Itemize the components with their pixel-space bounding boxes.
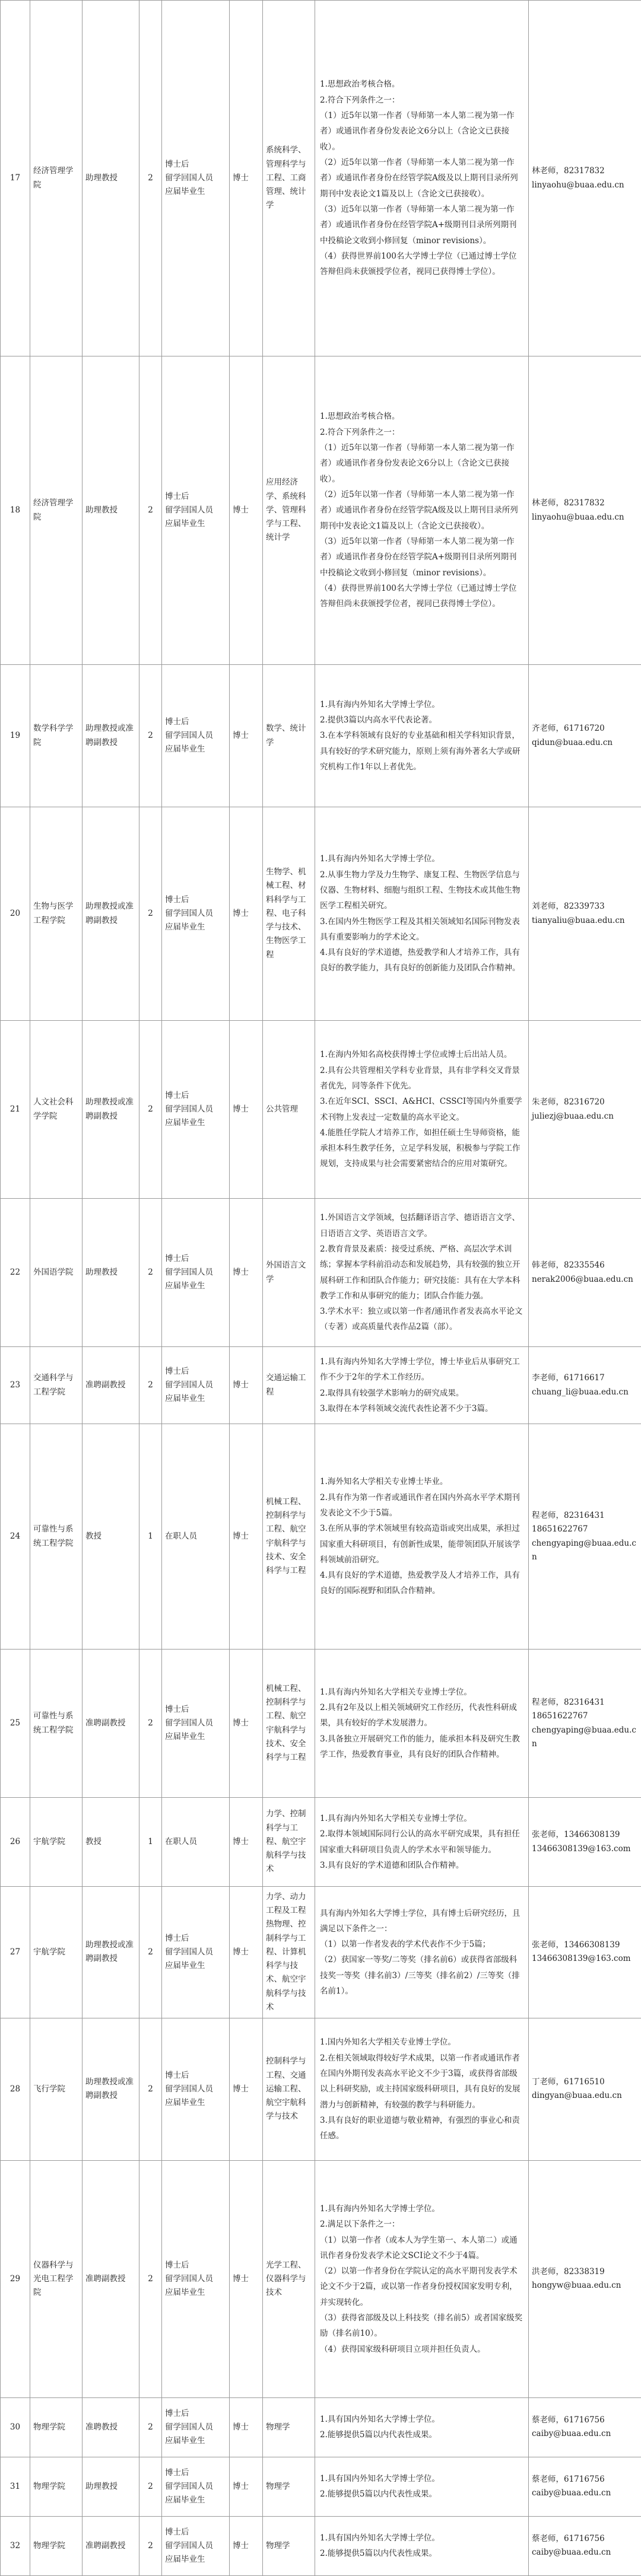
requirements-cell	[315, 807, 529, 1021]
position-title-cell: 助理教授	[82, 1199, 139, 1347]
candidate-source-cell: 博士后 留学回国人员 应届毕业生	[162, 665, 230, 807]
position-title-cell: 助理教授	[82, 2457, 139, 2516]
discipline-cell: 控制科学与工程、交通运输工程、航空宇航科学与技术	[263, 2018, 315, 2160]
requirement-line: （4）获得世界前100名大学博士学位（已通过博士学位答辩但尚未获颁授学位者，视同已获得博士学位）。	[320, 581, 523, 612]
headcount-cell: 2	[139, 1021, 162, 1199]
requirement-line: 3.具备独立开展研究工作的能力，能承担本科及研究生教学工作，热爱教育事业，具有良好的团队合作精神。	[320, 1731, 523, 1763]
college-cell: 数学科学学院	[30, 665, 82, 807]
table-row	[1, 1650, 641, 1798]
row-number: 18	[1, 356, 30, 665]
table-row	[1, 1424, 641, 1650]
row-number: 22	[1, 1199, 30, 1347]
requirement-line: 2.具有作为第一作者或通讯作者在国内外高水平学术期刊发表论文不少于5篇。	[320, 1490, 523, 1521]
table-row	[1, 1, 641, 356]
requirements-cell	[315, 2457, 529, 2516]
college-cell: 物理学院	[30, 2457, 82, 2516]
requirement-line: 1.思想政治考核合格。	[320, 409, 523, 424]
row-number: 29	[1, 2160, 30, 2397]
row-number: 20	[1, 807, 30, 1021]
degree-cell: 博士	[230, 807, 263, 1021]
table-row	[1, 665, 641, 807]
requirement-line: （3）近5年以第一作者（导师第一本人第二视为第一作者）或通讯作者身份在经管学院A+级期刊目录所列期刊中投稿论文收到小修回复（minor revisions）。	[320, 534, 523, 581]
requirements-cell	[315, 2516, 529, 2575]
position-title-cell: 助理教授	[82, 356, 139, 665]
requirement-line: 2.满足以下条件之一：	[320, 2217, 523, 2232]
requirements-cell	[315, 1347, 529, 1424]
college-cell: 经济管理学院	[30, 356, 82, 665]
requirements-cell	[315, 2018, 529, 2160]
requirement-line: 2.具有2年及以上相关领域研究工作经历，代表性科研成果，具有较好的学术发展潜力。	[320, 1700, 523, 1731]
contact-cell: 蔡老师，61716756 caiby@buaa.edu.cn	[529, 2516, 641, 2575]
requirement-line: （2）近5年以第一作者（导师第一本人第二视为第一作者）或通讯作者身份在经管学院A级及以上期刊目录所列期刊中发表论文1篇及以上（含论文已获接收）。	[320, 487, 523, 534]
discipline-cell: 应用经济学、系统科学、管理科学与工程、统计学	[263, 356, 315, 665]
requirement-line: 2.具有公共管理相关学科专业背景，具有非学科交叉背景者优先，同等条件下优先。	[320, 1063, 523, 1094]
degree-cell: 博士	[230, 2018, 263, 2160]
candidate-source-cell: 博士后 留学回国人员 应届毕业生	[162, 1199, 230, 1347]
headcount-cell: 2	[139, 2516, 162, 2575]
college-cell: 宇航学院	[30, 1798, 82, 1887]
requirement-line: 2.提供3篇以内高水平代表论著。	[320, 712, 523, 728]
position-title-cell: 助理教授或准聘副教授	[82, 1021, 139, 1199]
degree-cell: 博士	[230, 1424, 263, 1650]
contact-cell: 李老师，61716617 chuang_li@buaa.edu.cn	[529, 1347, 641, 1424]
headcount-cell: 2	[139, 356, 162, 665]
requirement-line: 2.符合下列条件之一：	[320, 93, 523, 108]
requirement-line: 1.具有海内外知名大学博士学位。	[320, 697, 523, 712]
degree-cell: 博士	[230, 1, 263, 356]
candidate-source-cell: 博士后 留学回国人员 应届毕业生	[162, 1, 230, 356]
requirement-line: （3）获得省部级及以上科技奖（排名前5）或者国家级奖励（排名前10）。	[320, 2310, 523, 2342]
discipline-cell: 力学、控制科学与工程、航空宇航科学与技术	[263, 1798, 315, 1887]
degree-cell: 博士	[230, 2160, 263, 2397]
contact-cell: 齐老师，61716720 qidun@buaa.edu.cn	[529, 665, 641, 807]
table-row	[1, 1887, 641, 2018]
candidate-source-cell: 博士后 留学回国人员 应届毕业生	[162, 1887, 230, 2018]
college-cell: 经济管理学院	[30, 1, 82, 356]
requirements-cell	[315, 2397, 529, 2457]
requirement-line: （3）近5年以第一作者（导师第一本人第二视为第一作者）或通讯作者身份在经管学院A+级期刊目录所列期刊中投稿论文收到小修回复（minor revisions）。	[320, 202, 523, 249]
contact-cell: 林老师，82317832 linyaohu@buaa.edu.cn	[529, 356, 641, 665]
contact-cell: 刘老师，82339733 tianyaliu@buaa.edu.cn	[529, 807, 641, 1021]
candidate-source-cell: 博士后 留学回国人员 应届毕业生	[162, 2457, 230, 2516]
candidate-source-cell: 在职人员	[162, 1424, 230, 1650]
candidate-source-cell: 博士后 留学回国人员 应届毕业生	[162, 807, 230, 1021]
requirement-line: 2.能够提供5篇以内代表性成果。	[320, 2427, 523, 2443]
requirement-line: 1.具有海内外知名大学博士学位，博士毕业后从事研究工作不少于2年的学术工作经历。	[320, 1354, 523, 1386]
contact-cell: 韩老师，82335546 nerak2006@buaa.edu.cn	[529, 1199, 641, 1347]
requirement-line: 2.符合下列条件之一：	[320, 425, 523, 440]
requirements-cell	[315, 1424, 529, 1650]
discipline-cell: 交通运输工程	[263, 1347, 315, 1424]
headcount-cell: 1	[139, 1798, 162, 1887]
requirement-line: （2）近5年以第一作者（导师第一本人第二视为第一作者）或通讯作者身份在经管学院A级及以上期刊目录所列期刊中发表论文1篇及以上（含论文已获接收）。	[320, 155, 523, 202]
table-row	[1, 1798, 641, 1887]
headcount-cell: 2	[139, 2160, 162, 2397]
requirement-line: 1.外国语言文学领域，包括翻译语言学、德语语言文学、日语语言文学、英语语言文学。	[320, 1210, 523, 1241]
requirements-cell	[315, 1650, 529, 1798]
requirement-line: 2.从事生物力学及力生物学、康复工程、生物医学信息与仪器、生物材料、细胞与组织工程、生物技术或其他生物医学工程相关研究。	[320, 867, 523, 914]
contact-cell: 程老师，82316431 18651622767 chengyaping@buaa.edu.cn	[529, 1650, 641, 1798]
requirements-cell	[315, 1199, 529, 1347]
discipline-cell: 机械工程、控制科学与工程、航空宇航科学与技术、安全科学与工程	[263, 1650, 315, 1798]
candidate-source-cell: 博士后 留学回国人员 应届毕业生	[162, 1021, 230, 1199]
requirements-cell	[315, 1021, 529, 1199]
row-number: 27	[1, 1887, 30, 2018]
requirement-line: 2.能够提供5篇以内代表性成果。	[320, 2546, 523, 2561]
position-title-cell: 准聘副教授	[82, 1347, 139, 1424]
position-title-cell: 助理教授或准聘副教授	[82, 665, 139, 807]
headcount-cell: 1	[139, 1424, 162, 1650]
headcount-cell: 2	[139, 807, 162, 1021]
candidate-source-cell: 博士后 留学回国人员 应届毕业生	[162, 2516, 230, 2575]
position-title-cell: 教授	[82, 1798, 139, 1887]
row-number: 23	[1, 1347, 30, 1424]
row-number: 24	[1, 1424, 30, 1650]
position-title-cell: 准聘副教授	[82, 2160, 139, 2397]
discipline-cell: 数学、统计学	[263, 665, 315, 807]
degree-cell: 博士	[230, 2397, 263, 2457]
table-row	[1, 2516, 641, 2575]
requirement-line: 1.具有海内外知名大学博士学位。	[320, 851, 523, 867]
table-body	[1, 1, 641, 2576]
requirement-line: （4）获得世界前100名大学博士学位（已通过博士学位答辩但尚未获颁授学位者，视同已获得博士学位）。	[320, 249, 523, 280]
row-number: 17	[1, 1, 30, 356]
degree-cell: 博士	[230, 1798, 263, 1887]
requirement-line: 1.具有海内外知名大学相关专业博士学位。	[320, 1811, 523, 1826]
requirement-line: 1.思想政治考核合格。	[320, 77, 523, 92]
table-row	[1, 2160, 641, 2397]
candidate-source-cell: 博士后 留学回国人员 应届毕业生	[162, 2018, 230, 2160]
candidate-source-cell: 在职人员	[162, 1798, 230, 1887]
requirement-line: 3.具有良好的职业道德与敬业精神，有强烈的事业心和责任感。	[320, 2113, 523, 2144]
contact-cell: 程老师，82316431 18651622767 chengyaping@buaa.edu.cn	[529, 1424, 641, 1650]
headcount-cell: 2	[139, 2457, 162, 2516]
requirements-cell	[315, 1887, 529, 2018]
table-row	[1, 2397, 641, 2457]
contact-cell: 林老师，82317832 linyaohu@buaa.edu.cn	[529, 1, 641, 356]
discipline-cell: 系统科学、管理科学与工程、工商管理、统计学	[263, 1, 315, 356]
row-number: 21	[1, 1021, 30, 1199]
requirement-line: 1.具有国内外知名大学博士学位。	[320, 2412, 523, 2427]
requirements-cell	[315, 665, 529, 807]
requirement-line: 4.具有良好的学术道德，热爱教学及人才培养工作，具有良好的国际视野和团队合作精神。	[320, 1568, 523, 1599]
requirement-line: 2.取得本领域国际同行公认的高水平研究成果，具有担任国家重大科研项目负责人的学术水平和领导能力。	[320, 1826, 523, 1858]
contact-cell: 张老师，13466308139 13466308139@163.com	[529, 1798, 641, 1887]
table-row	[1, 2457, 641, 2516]
row-number: 26	[1, 1798, 30, 1887]
requirement-line: （1）近5年以第一作者（导师第一本人第二视为第一作者）或通讯作者身份发表论文6分以上（含论文已获接收）。	[320, 108, 523, 155]
requirement-line: 3.具有良好的学术道德和团队合作精神。	[320, 1858, 523, 1873]
position-title-cell: 准聘教授	[82, 2397, 139, 2457]
degree-cell: 博士	[230, 1650, 263, 1798]
college-cell: 飞行学院	[30, 2018, 82, 2160]
headcount-cell: 2	[139, 665, 162, 807]
discipline-cell: 公共管理	[263, 1021, 315, 1199]
position-title-cell: 准聘副教授	[82, 1650, 139, 1798]
degree-cell: 博士	[230, 1347, 263, 1424]
requirement-line: （1）近5年以第一作者（导师第一本人第二视为第一作者）或通讯作者身份发表论文6分以上（含论文已获接收）。	[320, 440, 523, 487]
degree-cell: 博士	[230, 2457, 263, 2516]
headcount-cell: 2	[139, 1199, 162, 1347]
requirements-cell	[315, 2160, 529, 2397]
college-cell: 宇航学院	[30, 1887, 82, 2018]
requirement-line: 3.取得在本学科领域交流代表性论著不少于3篇。	[320, 1401, 523, 1416]
requirement-line: 1.海外知名大学相关专业博士毕业。	[320, 1474, 523, 1489]
discipline-cell: 光学工程、仪器科学与技术	[263, 2160, 315, 2397]
discipline-cell: 物理学	[263, 2516, 315, 2575]
discipline-cell: 机械工程、控制科学与工程、航空宇航科学与技术、安全科学与工程	[263, 1424, 315, 1650]
row-number: 31	[1, 2457, 30, 2516]
degree-cell: 博士	[230, 1887, 263, 2018]
discipline-cell: 物理学	[263, 2457, 315, 2516]
requirement-line: 1.具有海内外知名大学博士学位。	[320, 2201, 523, 2217]
table-row	[1, 1199, 641, 1347]
college-cell: 物理学院	[30, 2516, 82, 2575]
requirement-line: 4.能胜任学院人才培养工作，如担任硕士生导师资格，能承担本科生教学任务，立足学科发展，积极参与学院工作规划，支持成果与社会需要紧密结合的应用对策研究。	[320, 1125, 523, 1172]
candidate-source-cell: 博士后 留学回国人员 应届毕业生	[162, 1347, 230, 1424]
requirement-line: 3.在国内外生物医学工程及其相关领域知名国际刊物发表具有重要影响力的学术论文。	[320, 914, 523, 945]
contact-cell: 洪老师，82338319 hongyw@buaa.edu.cn	[529, 2160, 641, 2397]
college-cell: 可靠性与系统工程学院	[30, 1424, 82, 1650]
contact-cell: 丁老师，61716510 dingyan@buaa.edu.cn	[529, 2018, 641, 2160]
candidate-source-cell: 博士后 留学回国人员 应届毕业生	[162, 2160, 230, 2397]
table-row	[1, 2018, 641, 2160]
college-cell: 生物与医学工程学院	[30, 807, 82, 1021]
degree-cell: 博士	[230, 1021, 263, 1199]
requirement-line: 3.在本学科领域有良好的专业基础和相关学科知识背景，具有较好的学术研究能力，原则上须有海外著名大学或研究机构工作1年以上者优先。	[320, 728, 523, 775]
position-title-cell: 助理教授	[82, 1, 139, 356]
row-number: 19	[1, 665, 30, 807]
college-cell: 人文社会科学学院	[30, 1021, 82, 1199]
requirement-line: （1）以第一作者（或本人为学生第一、本人第二）或通讯作者身份发表学术论文SCI论文不少于4篇。	[320, 2233, 523, 2264]
headcount-cell: 2	[139, 2018, 162, 2160]
discipline-cell: 生物学、机械工程、材料科学与工程、电子科学与技术、生物医学工程	[263, 807, 315, 1021]
headcount-cell: 2	[139, 1, 162, 356]
table-row	[1, 356, 641, 665]
requirement-line: （1）以第一作者发表的学术代表作不少于5篇；	[320, 1937, 523, 1952]
requirement-line: 1.在海内外知名高校获得博士学位或博士后出站人员。	[320, 1047, 523, 1062]
requirements-cell	[315, 1798, 529, 1887]
degree-cell: 博士	[230, 356, 263, 665]
contact-cell: 蔡老师，61716756 caiby@buaa.edu.cn	[529, 2457, 641, 2516]
college-cell: 外国语学院	[30, 1199, 82, 1347]
headcount-cell: 2	[139, 1347, 162, 1424]
position-title-cell: 助理教授或准聘副教授	[82, 807, 139, 1021]
contact-cell: 朱老师，82316720 juliezj@buaa.edu.cn	[529, 1021, 641, 1199]
row-number: 25	[1, 1650, 30, 1798]
position-title-cell: 准聘副教授	[82, 2516, 139, 2575]
table-row	[1, 807, 641, 1021]
position-title-cell: 助理教授或准聘副教授	[82, 2018, 139, 2160]
row-number: 30	[1, 2397, 30, 2457]
degree-cell: 博士	[230, 665, 263, 807]
contact-cell: 蔡老师，61716756 caiby@buaa.edu.cn	[529, 2397, 641, 2457]
headcount-cell: 2	[139, 1650, 162, 1798]
requirement-line: 3.在近年SCI、SSCI、A&HCI、CSSCI等国内外重要学术刊物上发表过一定数量的高水平论文。	[320, 1094, 523, 1125]
requirement-line: 4.具有良好的学术道德，热爱教学和人才培养工作，具有良好的教学能力，具有良好的创新能力及团队合作精神。	[320, 945, 523, 976]
candidate-source-cell: 博士后 留学回国人员 应届毕业生	[162, 1650, 230, 1798]
requirement-line: （2）获国家一等奖/二等奖（排名前6）或获得省部级科技奖一等奖（排名前3）/三等奖（排名前2）/三等奖（排名前1）。	[320, 1952, 523, 1999]
requirement-line: 2.教育背景及素质：接受过系统、严格、高层次学术训练；掌握本学科前沿动态和发展趋势，具有较强的独立开展科研工作和团队合作能力；研究技能：具有在大学本科教学工作和从事研究的能力；团队合作能力强。	[320, 1241, 523, 1304]
college-cell: 物理学院	[30, 2397, 82, 2457]
degree-cell: 博士	[230, 1199, 263, 1347]
discipline-cell: 物理学	[263, 2397, 315, 2457]
college-cell: 可靠性与系统工程学院	[30, 1650, 82, 1798]
college-cell: 仪器科学与光电工程学院	[30, 2160, 82, 2397]
requirements-cell	[315, 1, 529, 356]
discipline-cell: 外国语言文学	[263, 1199, 315, 1347]
discipline-cell: 力学、动力工程及工程热物理、控制科学与工程、计算机科学与技术、航空宇航科学与技术	[263, 1887, 315, 2018]
contact-cell: 张老师，13466308139 13466308139@163.com	[529, 1887, 641, 2018]
position-title-cell: 教授	[82, 1424, 139, 1650]
requirement-line: 2.能够提供5篇以内代表性成果。	[320, 2486, 523, 2502]
requirement-line: 3.学术水平：独立或以第一作者/通讯作者发表高水平论文（专著）或高质量代表作品2篇（部）。	[320, 1304, 523, 1335]
degree-cell: 博士	[230, 2516, 263, 2575]
headcount-cell: 2	[139, 1887, 162, 2018]
row-number: 28	[1, 2018, 30, 2160]
requirement-line: 1.具有国内外知名大学博士学位。	[320, 2471, 523, 2486]
candidate-source-cell: 博士后 留学回国人员 应届毕业生	[162, 356, 230, 665]
table-row	[1, 1021, 641, 1199]
requirement-line: 1.具有海内外知名大学相关专业博士学位。	[320, 1685, 523, 1700]
requirement-line: （2）以第一作者身份在学院认定的高水平期刊发表学术论文不少于2篇，或以第一作者身份授权国家发明专利，并实现转化。	[320, 2263, 523, 2310]
college-cell: 交通科学与工程学院	[30, 1347, 82, 1424]
table-row	[1, 1347, 641, 1424]
headcount-cell: 2	[139, 2397, 162, 2457]
candidate-source-cell: 博士后 留学回国人员 应届毕业生	[162, 2397, 230, 2457]
requirement-line: （4）获得国家级科研项目立项并担任负责人。	[320, 2342, 523, 2357]
requirement-line: 具有海内外知名大学博士学位，具有博士后研究经历，且满足以下条件之一：	[320, 1906, 523, 1937]
row-number: 32	[1, 2516, 30, 2575]
requirements-cell	[315, 356, 529, 665]
requirement-line: 1.具有国内外知名大学博士学位。	[320, 2530, 523, 2546]
requirement-line: 2.在相关领域取得较好学术成果，以第一作者或通讯作者在国内外期刊发表高水平论文不少于3篇，或获得省部级以上科研奖励，或主持国家级科研项目，具有良好的发展潜力与创新精神，有较强的教学与科研能力。	[320, 2050, 523, 2113]
position-title-cell: 助理教授或准聘副教授	[82, 1887, 139, 2018]
requirement-line: 2.取得具有较强学术影响力的研究成果。	[320, 1386, 523, 1401]
requirement-line: 3.在所从事的学术领域里有较高造诣或突出成果，承担过国家重大科研项目，有创新性成果，能带领团队开展该学科领域前沿研究。	[320, 1521, 523, 1568]
requirement-line: 1.国内外知名大学相关专业博士学位。	[320, 2034, 523, 2050]
